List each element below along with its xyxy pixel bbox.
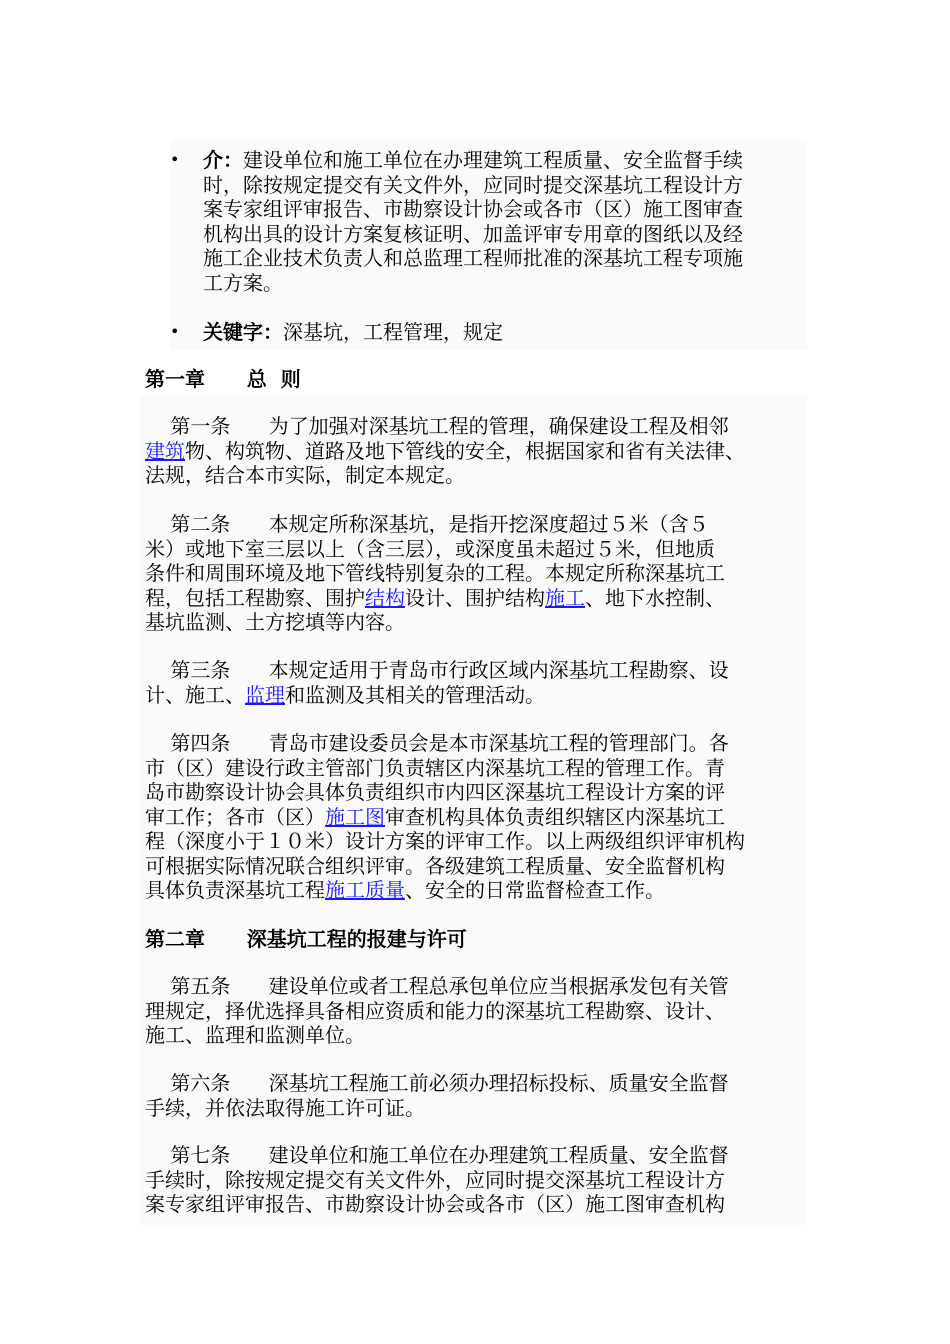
text-line: 施工、监理和监测单位。 <box>145 1023 365 1047</box>
text-fragment: 审工作；各市（区） <box>145 804 325 829</box>
text-line: 手续时，除按规定提交有关文件外，应同时提交深基坑工程设计方 <box>145 1167 725 1192</box>
text-line: 第二条 本规定所称深基坑，是指开挖深度超过５米（含５ <box>145 512 709 536</box>
text-line: 程（深度小于１０米）设计方案的评审工作。以上两级组织评审机构 <box>145 829 745 853</box>
text-line: 条件和周围环境及地下管线特别复杂的工程。本规定所称深基坑工 <box>145 561 725 585</box>
text-line: 第一条 为了加强对深基坑工程的管理，确保建设工程及相邻 <box>145 414 729 438</box>
link-building[interactable]: 建筑 <box>145 438 185 463</box>
keywords-text: 深基坑，工程管理，规定 <box>283 320 503 344</box>
link-construction[interactable]: 施工 <box>545 585 585 610</box>
text-line: 岛市勘察设计协会具体负责组织市内四区深基坑工程设计方案的评 <box>145 780 725 804</box>
text-line: 第五条 建设单位或者工程总承包单位应当根据承发包有关管 <box>145 974 729 998</box>
text-fragment: 、地下水控制、 <box>585 585 725 610</box>
article-4 <box>145 731 807 903</box>
link-supervision[interactable]: 监理 <box>245 682 285 707</box>
article-2 <box>145 512 807 635</box>
article-6 <box>145 1071 807 1120</box>
text-line: 第三条 本规定适用于青岛市行政区域内深基坑工程勘察、设 <box>145 658 729 682</box>
text-line: 市（区）建设行政主管部门负责辖区内深基坑工程的管理工作。青 <box>145 755 725 780</box>
text-fragment: 和监测及其相关的管理活动。 <box>285 682 545 707</box>
abstract-item <box>203 148 807 295</box>
text-fragment: 物、构筑物、道路及地下管线的安全，根据国家和省有关法律、 <box>185 438 745 463</box>
article-5 <box>145 974 807 1048</box>
text-line: 理规定，择优选择具备相应资质和能力的深基坑工程勘察、设计、 <box>145 998 725 1023</box>
text-line: 第六条 深基坑工程施工前必须办理招标投标、质量安全监督 <box>145 1071 729 1095</box>
text-line: 可根据实际情况联合组织评审。各级建筑工程质量、安全监督机构 <box>145 853 725 878</box>
abstract-line: 工方案。 <box>203 270 283 295</box>
abstract-line: 机构出具的设计方案复核证明、加盖评审专用章的图纸以及经 <box>203 221 743 246</box>
bullet-icon: • <box>170 150 180 169</box>
chapter-1-heading: 第一章 总 则 <box>145 367 301 391</box>
link-construction-quality[interactable]: 施工质量 <box>325 878 405 902</box>
text-line: 第四条 青岛市建设委员会是本市深基坑工程的管理部门。各 <box>145 731 729 755</box>
bullet-icon: • <box>170 322 180 341</box>
abstract-line: 施工企业技术负责人和总监理工程师批准的深基坑工程专项施 <box>203 246 743 270</box>
text-fragment: 设计、围护结构 <box>405 585 545 610</box>
abstract-line: 案专家组评审报告、市勘察设计协会或各市（区）施工图审查 <box>203 197 743 221</box>
article-7 <box>145 1143 807 1217</box>
abstract-line: 建设单位和施工单位在办理建筑工程质量、安全监督手续 <box>243 148 743 172</box>
text-line: 米）或地下室三层以上（含三层），或深度虽未超过５米，但地质 <box>145 536 715 561</box>
keywords-item <box>203 320 807 345</box>
article-3 <box>145 658 807 707</box>
text-line: 手续，并依法取得施工许可证。 <box>145 1095 425 1120</box>
text-fragment: 审查机构具体负责组织辖区内深基坑工 <box>385 804 725 829</box>
text-line: 第七条 建设单位和施工单位在办理建筑工程质量、安全监督 <box>145 1143 729 1167</box>
article-1 <box>145 414 807 488</box>
text-line: 案专家组评审报告、市勘察设计协会或各市（区）施工图审查机构 <box>145 1192 725 1216</box>
chapter-2-heading: 第二章 深基坑工程的报建与许可 <box>145 927 467 951</box>
keywords-label: 关键字： <box>203 320 283 344</box>
text-fragment: 、安全的日常监督检查工作。 <box>405 878 665 902</box>
abstract-line: 时，除按规定提交有关文件外，应同时提交深基坑工程设计方 <box>203 172 743 197</box>
abstract-label: 介： <box>203 148 243 172</box>
link-structure[interactable]: 结构 <box>365 585 405 610</box>
text-fragment: 计、施工、 <box>145 682 245 707</box>
link-construction-drawing[interactable]: 施工图 <box>325 804 385 829</box>
text-line: 基坑监测、土方挖填等内容。 <box>145 610 405 634</box>
text-line: 法规，结合本市实际，制定本规定。 <box>145 463 465 487</box>
text-fragment: 程，包括工程勘察、围护 <box>145 585 365 610</box>
text-fragment: 具体负责深基坑工程 <box>145 878 325 902</box>
